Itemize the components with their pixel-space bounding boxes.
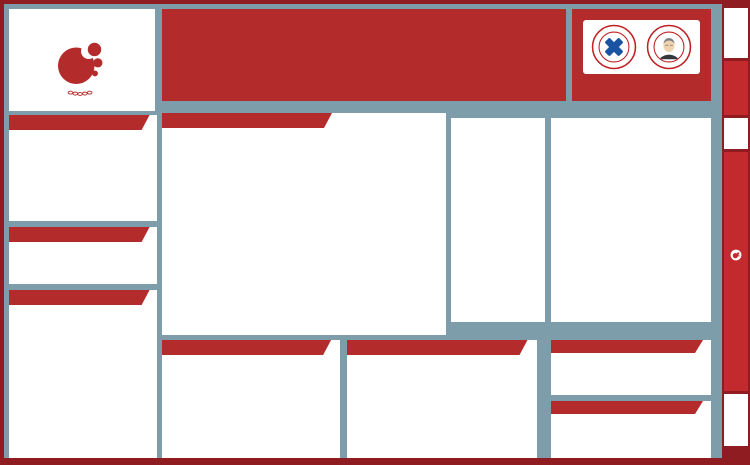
conclusions-panel xyxy=(162,340,340,458)
program-code-box xyxy=(724,394,748,446)
ash-chain-ornament xyxy=(68,91,92,95)
ludaopei-medical-group-logo xyxy=(591,24,637,70)
contact-header xyxy=(551,401,703,414)
acknowledgements-text xyxy=(551,353,711,359)
postersessiononline-box xyxy=(724,8,748,58)
qr-code-icon xyxy=(725,123,747,145)
figure1-panel xyxy=(451,118,545,322)
scan-qr-note xyxy=(724,61,748,115)
figure2-panel xyxy=(551,118,711,322)
conclusions-text xyxy=(162,355,340,361)
qr-code-box xyxy=(724,118,748,149)
figure2-sankey-diagram xyxy=(555,120,707,294)
introduction-header xyxy=(9,115,150,130)
references-list xyxy=(347,355,537,361)
figure1-caption xyxy=(451,260,545,262)
ash-logo-box xyxy=(9,9,155,111)
partner-logos-panel xyxy=(583,20,700,74)
acknowledgements-header xyxy=(551,340,703,353)
conclusions-header xyxy=(162,340,331,355)
aim-text xyxy=(9,242,157,248)
contact-text xyxy=(551,414,711,420)
ash-logo xyxy=(34,12,130,108)
results-panel xyxy=(162,113,446,335)
ash-blob xyxy=(58,43,102,84)
results-header xyxy=(162,113,332,128)
results-text xyxy=(162,128,446,137)
partner-logos-box xyxy=(572,9,711,101)
aim-panel xyxy=(9,227,157,284)
introduction-text xyxy=(9,130,157,136)
aim-header xyxy=(9,227,150,242)
references-header xyxy=(347,340,528,355)
title-banner xyxy=(162,9,566,101)
figure1-scatter-plot-top xyxy=(454,121,542,189)
figure1-scatter-plot-bottom xyxy=(454,192,542,260)
ludaopei-institute-logo xyxy=(646,24,692,70)
references-panel xyxy=(347,340,537,458)
method-panel xyxy=(9,290,157,458)
contact-panel xyxy=(551,401,711,458)
method-header xyxy=(9,290,150,305)
figure2-caption xyxy=(551,294,711,296)
introduction-panel xyxy=(9,115,157,221)
ash-session-banner xyxy=(724,152,748,391)
acknowledgements-panel xyxy=(551,340,711,395)
ash-mini-logo-icon xyxy=(730,249,742,261)
method-text xyxy=(9,305,157,311)
